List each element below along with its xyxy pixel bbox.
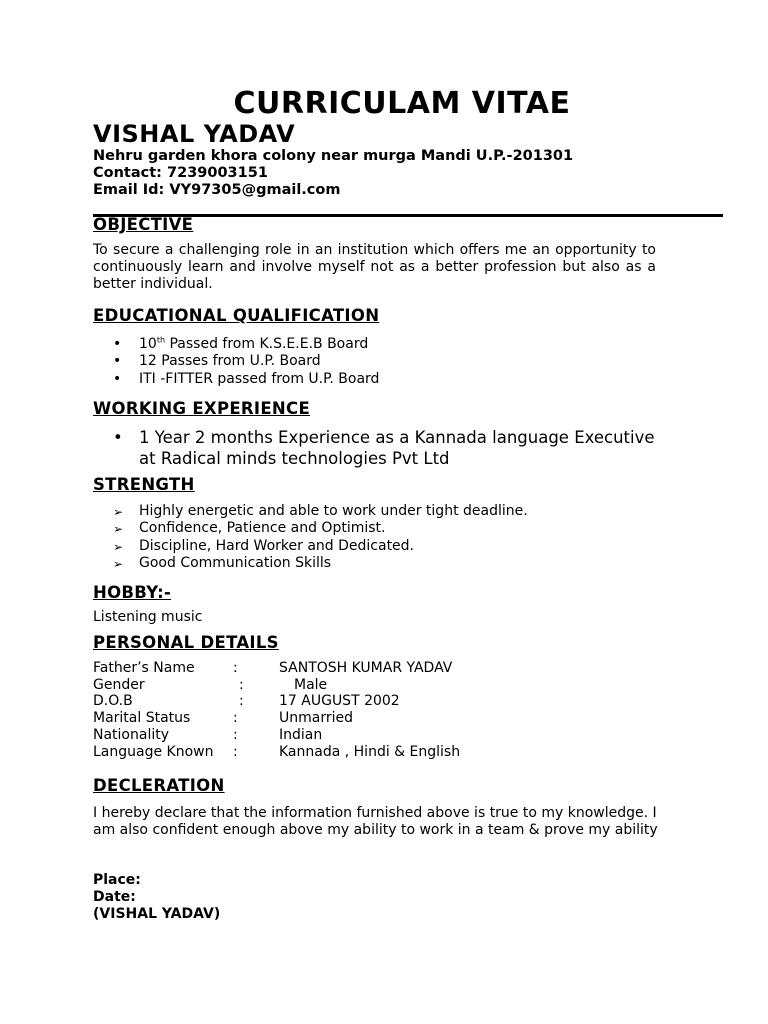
list-item: • ITI -FITTER passed from U.P. Board: [113, 370, 380, 387]
field-colon: :: [233, 727, 238, 743]
declaration-text: I hereby declare that the information furnished above is true to my knowledge. I am also confident enough above my ability to work in a team & prove my ability: [93, 805, 658, 838]
objective-text: To secure a challenging role in an institution which offers me an opportunity to continuously learn and involve myself not as a better profession but also as a better individual.: [93, 242, 656, 292]
field-value: SANTOSH KUMAR YADAV: [279, 660, 453, 676]
list-item: ➢ Discipline, Hard Worker and Dedicated.: [93, 538, 528, 555]
strength-list: [93, 503, 528, 572]
candidate-name: VISHAL YADAV: [93, 120, 296, 148]
arrow-bullet-icon: ➢: [113, 505, 124, 519]
phone-line: Contact: 7239003151: [93, 165, 268, 181]
list-item: • 10th Passed from K.S.E.E.B Board: [113, 335, 369, 352]
field-value: Kannada , Hindi & English: [279, 744, 461, 760]
arrow-bullet-icon: ➢: [113, 522, 124, 537]
field-colon: :: [233, 710, 238, 726]
field-colon: :: [239, 677, 244, 693]
list-item: • 12 Passes from U.P. Board: [113, 353, 321, 370]
education-list: [93, 336, 379, 388]
list-item: ➢ Highly energetic and able to work under tight deadline.: [93, 503, 528, 520]
signature-name: (VISHAL YADAV): [93, 906, 221, 922]
objective-heading: OBJECTIVE: [93, 215, 194, 234]
strength-heading: STRENGTH: [93, 475, 195, 494]
field-colon: :: [233, 660, 238, 676]
field-colon: :: [239, 693, 244, 709]
field-value: Unmarried: [279, 710, 353, 726]
bullet-icon: •: [113, 428, 123, 447]
field-label: Language Known: [93, 744, 214, 760]
education-heading: EDUCATIONAL QUALIFICATION: [93, 306, 380, 325]
address-line: Nehru garden khora colony near murga Mandi U.P.-201301: [93, 148, 574, 164]
field-value: 17 AUGUST 2002: [279, 693, 400, 709]
declaration-heading: DECLERATION: [93, 776, 225, 795]
hobby-heading: HOBBY:-: [93, 583, 172, 602]
document-title: CURRICULAM VITAE: [233, 86, 571, 121]
field-label: D.O.B: [93, 693, 133, 709]
date-label: Date:: [93, 889, 136, 905]
field-label: Father’s Name: [93, 660, 195, 676]
bullet-icon: •: [113, 336, 122, 352]
personal-heading: PERSONAL DETAILS: [93, 633, 279, 652]
field-label: Nationality: [93, 727, 170, 743]
bullet-icon: •: [113, 353, 122, 370]
arrow-bullet-icon: ➢: [113, 539, 124, 554]
list-item: ➢ Confidence, Patience and Optimist.: [93, 520, 528, 537]
bullet-icon: •: [113, 370, 122, 387]
place-label: Place:: [93, 872, 141, 888]
experience-list: [93, 427, 669, 469]
field-label: Marital Status: [93, 710, 191, 726]
list-item: ➢ Good Communication Skills: [93, 555, 528, 572]
experience-heading: WORKING EXPERIENCE: [93, 399, 311, 418]
arrow-bullet-icon: ➢: [113, 556, 124, 571]
hobby-text: Listening music: [93, 609, 203, 625]
field-label: Gender: [93, 677, 145, 693]
field-colon: :: [233, 744, 238, 760]
field-value: Male: [294, 677, 328, 693]
list-item: • 1 Year 2 months Experience as a Kannada language Executive at Radical minds technologies Pvt Ltd: [113, 428, 655, 468]
field-value: Indian: [279, 727, 323, 743]
email-line: Email Id: VY97305@gmail.com: [93, 182, 341, 198]
